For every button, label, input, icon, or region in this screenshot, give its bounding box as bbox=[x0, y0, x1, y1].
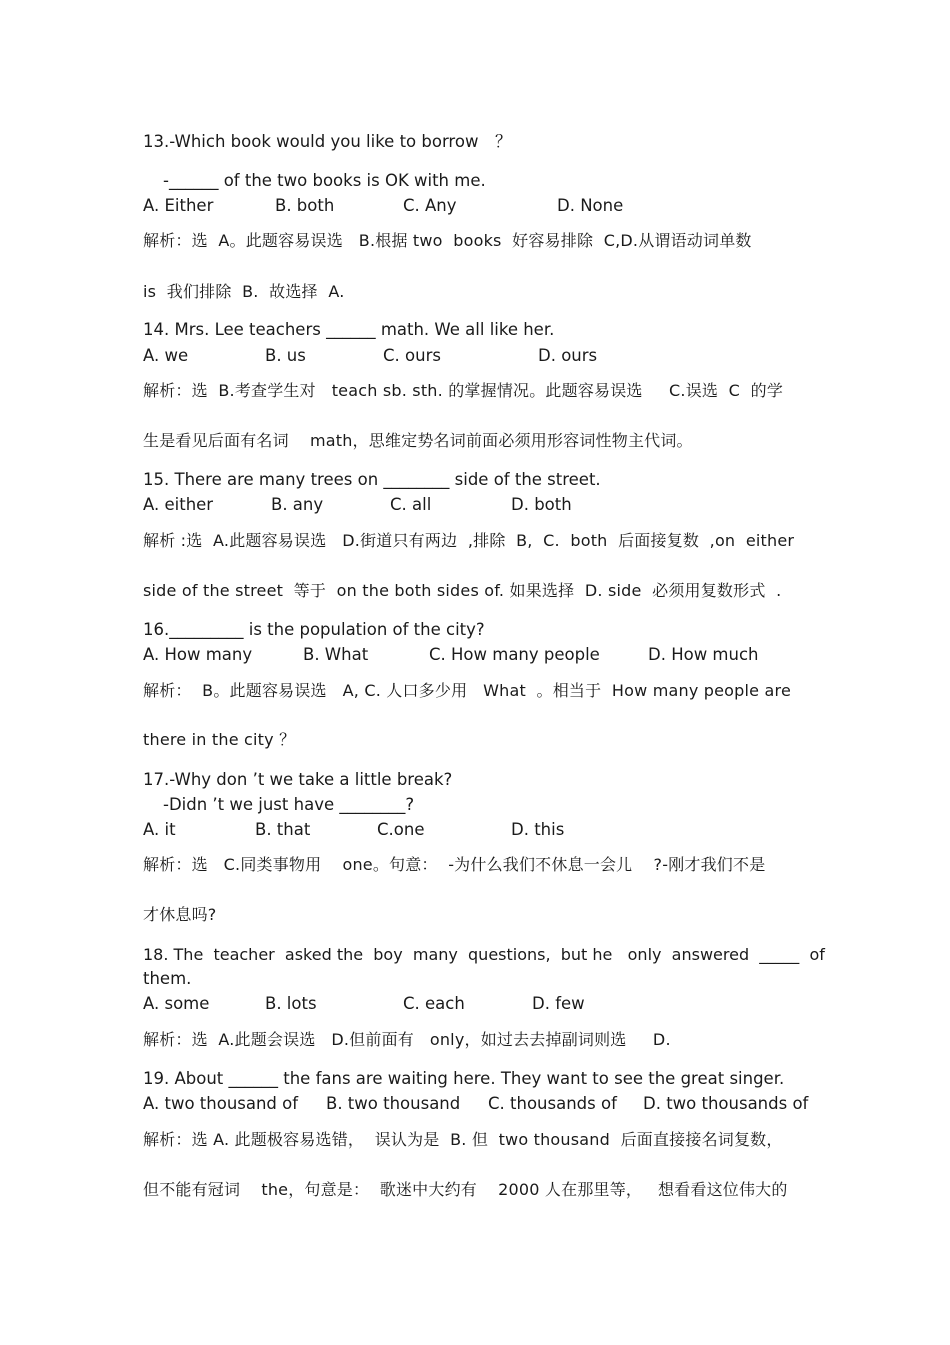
q13-sub: -______ of the two books is OK with me. bbox=[163, 171, 486, 190]
q15-option-d: D. both bbox=[511, 495, 572, 514]
q19-analysis-line2: 但不能有冠词 the，句意是： 歌迷中大约有 2000 人在那里等， 想看看这位伟大的 bbox=[143, 1180, 788, 1199]
q13-option-a: A. Either bbox=[143, 196, 214, 215]
q19-analysis-line1: 解析：选 A. 此题极容易选错， 误认为是 B. 但 two thousand 后面直接接名词复数， bbox=[143, 1130, 783, 1149]
q15-option-a: A. either bbox=[143, 495, 214, 514]
q14-analysis-line1: 解析：选 B.考查学生对 teach sb. sth. 的掌握情况。此题容易误选 C.误选 C 的学 bbox=[143, 381, 784, 400]
q16-analysis-line2: there in the city ？ bbox=[143, 730, 296, 749]
q13-option-c: C. Any bbox=[403, 196, 457, 215]
q15-option-b: B. any bbox=[271, 495, 324, 514]
q13-analysis-line1: 解析：选 A。此题容易误选 B.根据 two books 好容易排除 C,D.从谓语动词单数 bbox=[143, 231, 752, 250]
q16-option-b: B. What bbox=[303, 645, 369, 664]
q18-option-a: A. some bbox=[143, 994, 210, 1013]
q17-option-c: C.one bbox=[377, 820, 425, 839]
q15-analysis-line1: 解析 :选 A.此题容易误选 D.街道只有两边 ,排除 B, C. both 后面接复数 ,on either bbox=[143, 531, 795, 550]
q19-option-c: C. thousands of bbox=[488, 1094, 617, 1113]
q13-option-b: B. both bbox=[275, 196, 335, 215]
q18-option-c: C. each bbox=[403, 994, 465, 1013]
q17-sub: -Didn ’t we just have ________? bbox=[163, 795, 415, 814]
q16-option-d: D. How much bbox=[648, 645, 759, 664]
q17-option-a: A. it bbox=[143, 820, 176, 839]
q19-option-b: B. two thousand bbox=[326, 1094, 461, 1113]
q18-stem: 18. The teacher asked the boy many questions, but he only answered _____ of bbox=[143, 945, 825, 964]
q16-option-a: A. How many bbox=[143, 645, 253, 664]
q15-stem: 15. There are many trees on ________ side of the street. bbox=[143, 470, 601, 489]
q15-option-c: C. all bbox=[390, 495, 432, 514]
q17-option-d: D. this bbox=[511, 820, 565, 839]
q17-analysis-line1: 解析：选 C.同类事物用 one。句意： -为什么我们不休息一会儿 ?-刚才我们不是 bbox=[143, 855, 766, 874]
q16-stem: 16._________ is the population of the city? bbox=[143, 620, 485, 639]
q17-analysis-line2: 才休息吗? bbox=[143, 905, 217, 924]
q16-analysis-line1: 解析： B。此题容易误选 A, C. 人口多少用 What 。相当于 How many people are bbox=[143, 681, 791, 700]
q14-option-d: D. ours bbox=[538, 346, 598, 365]
q13-option-d: D. None bbox=[557, 196, 624, 215]
q15-analysis-line2: side of the street 等于 on the both sides of. 如果选择 D. side 必须用复数形式 . bbox=[143, 581, 782, 600]
q14-option-b: B. us bbox=[265, 346, 306, 365]
q13-analysis-line2: is 我们排除 B. 故选择 A. bbox=[143, 282, 345, 301]
q13-stem: 13.-Which book would you like to borrow ？ bbox=[143, 132, 512, 151]
q14-stem: 14. Mrs. Lee teachers ______ math. We all like her. bbox=[143, 320, 555, 339]
q14-analysis-line2: 生是看见后面有名词 math，思维定势名词前面必须用形容词性物主代词。 bbox=[143, 431, 693, 450]
q18-analysis-line1: 解析：选 A.此题会误选 D.但前面有 only，如过去去掉副词则选 D. bbox=[143, 1030, 671, 1049]
q19-option-a: A. two thousand of bbox=[143, 1094, 299, 1113]
q16-option-c: C. How many people bbox=[429, 645, 600, 664]
q17-stem: 17.-Why don ’t we take a little break? bbox=[143, 770, 453, 789]
q19-option-d: D. two thousands of bbox=[643, 1094, 809, 1113]
q18-option-d: D. few bbox=[532, 994, 585, 1013]
q18-option-b: B. lots bbox=[265, 994, 317, 1013]
q14-option-c: C. ours bbox=[383, 346, 441, 365]
q17-option-b: B. that bbox=[255, 820, 311, 839]
q14-option-a: A. we bbox=[143, 346, 189, 365]
q19-stem: 19. About ______ the fans are waiting here. They want to see the great singer. bbox=[143, 1069, 785, 1088]
q18-stem-line2: them. bbox=[143, 969, 192, 988]
